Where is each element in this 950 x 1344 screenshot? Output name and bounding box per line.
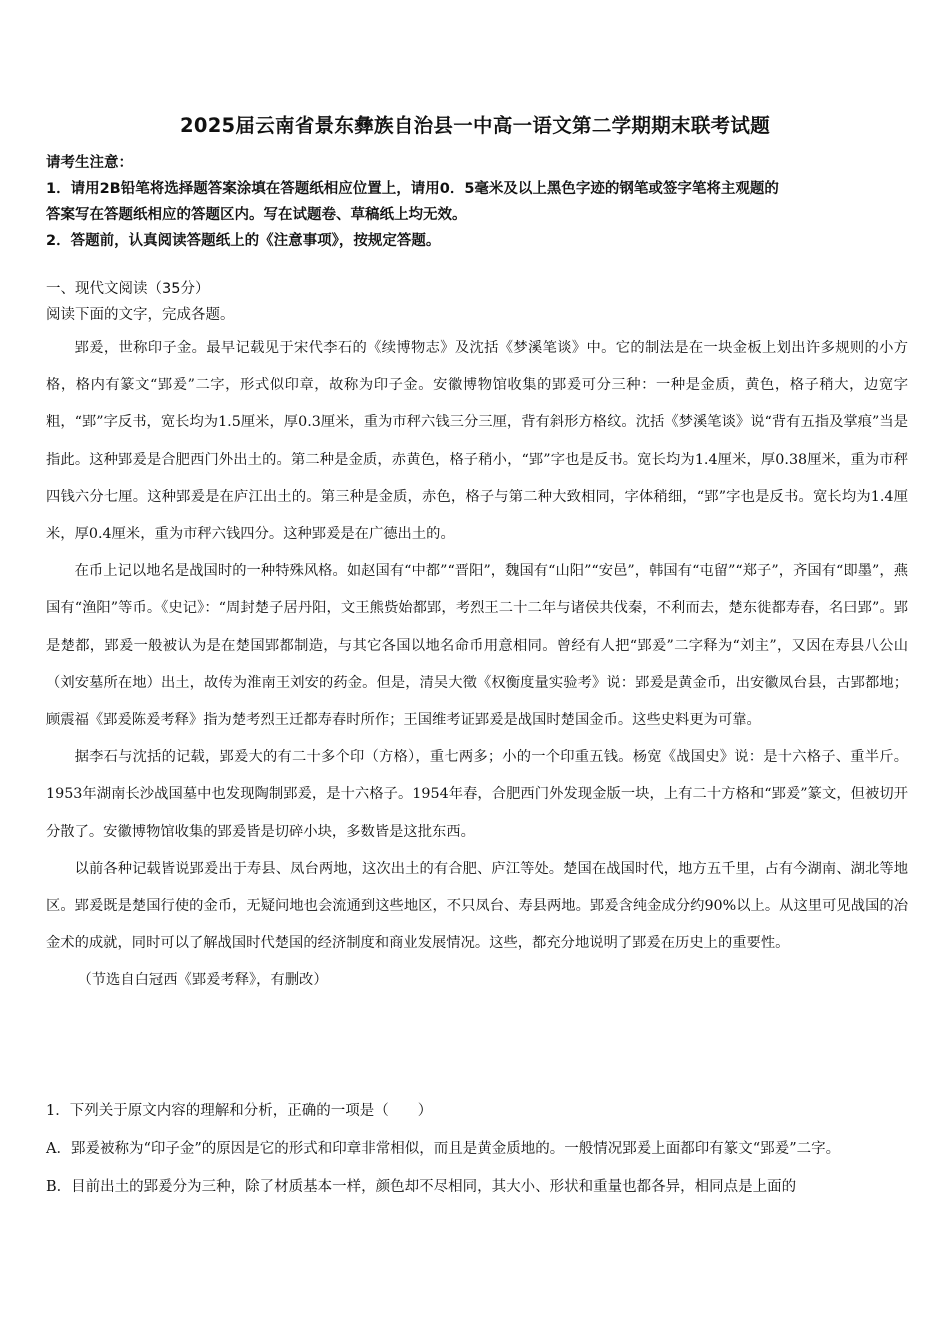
question-option[interactable]: A．郢爰被称为“印子金”的原因是它的形式和印章非常相似，而且是黄金质地的。一般情况郢爰上面都印有篆文“郢爰”二字。 [46, 1141, 841, 1157]
notice-line: 1．请用2B铅笔将选择题答案涂填在答题纸相应位置上，请用0．5毫米及以上黑色字迹的钢笔或签字笔将主观题的 [46, 181, 779, 197]
notice-heading: 请考生注意： [46, 155, 133, 171]
question-stem: 1．下列关于原文内容的理解和分析，正确的一项是（ ） [46, 1103, 433, 1119]
exam-title: 2025届云南省景东彝族自治县一中高一语文第二学期期末联考试题 [179, 114, 771, 137]
passage-source: （节选自白冠西《郢爰考释》，有删改） [77, 972, 328, 989]
question-list [46, 1094, 908, 1204]
exam-notice [46, 150, 906, 254]
reading-instruction: 阅读下面的文字，完成各题。 [46, 307, 235, 323]
reading-passage [46, 330, 908, 1000]
passage-paragraph: 在币上记以地名是战国时的一种特殊风格。如赵国有“中都”“晋阳”，魏国有“山阳”“安邑”，韩国有“屯留”“郑子”，齐国有“即墨”，燕国有“渔阳”等币。《史记》：“周封楚子居丹阳，文王熊赀始都郢，考烈王二十二年与诸侯共伐秦，不利而去，楚东徙都寿春，名曰郢”。郢是楚都，郢爰一般被认为是在楚国郢都制造，与其它各国以地名命币用意相同。曾经有人把“郢爰”二字释为“刘主”，又因在寿县八公山（刘安墓所在地）出土，故传为淮南王刘安的药金。但是，清吴大徵《权衡度量实验考》说：郢爰是黄金币，出安徽凤台县，古郢都地；顾震福《郢爰陈爰考释》指为楚考烈王迁都寿春时所作；王国维考证郢爰是战国时楚国金币。这些史料更为可靠。 [46, 563, 908, 729]
passage-paragraph: 以前各种记载皆说郢爰出于寿县、凤台两地，这次出土的有合肥、庐江等处。楚国在战国时代，地方五千里，占有今湖南、湖北等地区。郢爰既是楚国行使的金币，无疑问地也会流通到这些地区，不只凤台、寿县两地。郢爰含纯金成分约90%以上。从这里可见战国的冶金术的成就，同时可以了解战国时代楚国的经济制度和商业发展情况。这些，都充分地说明了郢爰在历史上的重要性。 [46, 860, 908, 952]
section-header [46, 276, 906, 328]
passage-paragraph: 据李石与沈括的记载，郢爰大的有二十多个印（方格），重七两多；小的一个印重五钱。杨宽《战国史》说：是十六格子、重半斤。1953年湖南长沙战国墓中也发现陶制郢爰，是十六格子。1954年春，合肥西门外发现金版一块，上有二十方格和“郢爰”篆文，但被切开分散了。安徽博物馆收集的郢爰皆是切碎小块，多数皆是这批东西。 [46, 749, 908, 840]
section-heading: 一、现代文阅读（35分） [46, 281, 210, 297]
question-option[interactable]: B．目前出土的郢爰分为三种，除了材质基本一样，颜色却不尽相同，其大小、形状和重量也都各异，相同点是上面的 [46, 1179, 797, 1195]
notice-line: 答案写在答题纸相应的答题区内。写在试题卷、草稿纸上均无效。 [46, 207, 467, 223]
passage-paragraph: 郢爰，世称印子金。最早记载见于宋代李石的《续博物志》及沈括《梦溪笔谈》中。它的制法是在一块金板上划出许多规则的小方格，格内有篆文“郢爰”二字，形式似印章，故称为印子金。安徽博物馆收集的郢爰可分三种：一种是金质，黄色，格子稍大，边宽字粗，“郢”字反书，宽长均为1.5厘米，厚0.3厘米，重为市秤六钱三分三厘，背有斜形方格纹。沈括《梦溪笔谈》说“背有五指及掌痕”当是指此。这种郢爰是合肥西门外出土的。第二种是金质，赤黄色，格子稍小，“郢”字也是反书。宽长均为1.4厘米，厚0.38厘米，重为市秤四钱六分七厘。这种郢爰是在庐江出土的。第三种是金质，赤色，格子与第二种大致相同，字体稍细，“郢”字也是反书。宽长均为1.4厘米，厚0.4厘米，重为市秤六钱四分。这种郢爰是在广德出土的。 [46, 340, 908, 543]
notice-line: 2．答题前，认真阅读答题纸上的《注意事项》，按规定答题。 [46, 233, 441, 249]
